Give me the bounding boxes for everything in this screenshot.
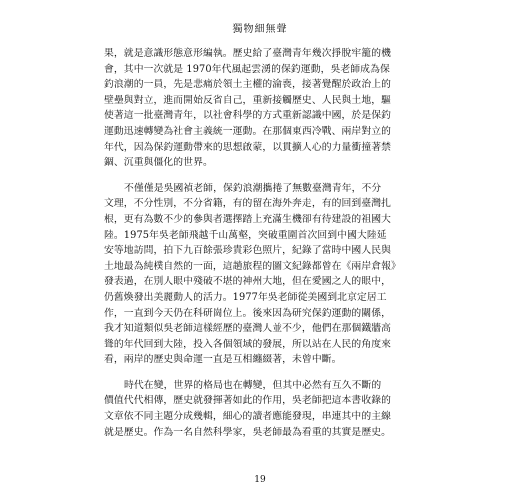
text-line: 不僅僅是吳國禎老師，保釣浪潮攜捲了無數臺灣青年，不分	[124, 182, 382, 194]
text-line: 陸。1975年吳老師飛越千山萬壑，突破重圍首次回到中國大陸延	[104, 229, 387, 241]
text-line: 運動迅速轉變為社會主義統一運動。在那個東西冷戰、兩岸對立的	[104, 125, 392, 137]
paragraph	[104, 181, 424, 368]
text-line: 安等地訪問，拍下九百餘張珍貴彩色照片，紀錄了當時中國人民與	[104, 245, 392, 257]
page-number: 19	[254, 475, 266, 485]
text-line: 看，兩岸的歷史與命運一直是互相纏綴著，未曾中斷。	[104, 354, 342, 366]
text-line: 聳的年代回到大陸，投入各個領域的發展，所以站在人民的角度來	[104, 338, 392, 350]
text-line: 時代在變，世界的格局也在轉變，但其中必然有互久不斷的	[124, 379, 382, 391]
text-line: 發表過，在別人眼中殘破不堪的神州大地，但在愛國之人的眼中，	[104, 276, 392, 288]
text-line: 價值代代相傳，歷史就發揮著如此的作用，吳老師把這本書收錄的	[104, 395, 392, 407]
text-line: 釣浪潮的一員，先是悲痛於領土主權的淪喪，接著覺醒於政治上的	[104, 79, 392, 91]
text-line: 就是歷史。作為一名自然科學家，吳老師最為看重的其實是歷史。	[104, 426, 392, 438]
text-line: 我才知道類似吳老師這樣經歷的臺灣人並不少，他們在那個鐵牆高	[104, 323, 392, 335]
text-line: 仍舊煥發出美麗動人的活力。1977年吳老師從美國到北京定居工	[104, 291, 387, 303]
running-header: 獨物細無聲	[232, 24, 288, 35]
paragraph	[104, 46, 424, 171]
text-line: 果，就是意識形態意形編執。歷史給了臺灣青年幾次掙脫牢籠的機	[104, 48, 392, 59]
text-line: 年代，因為保釣運動帶來的思想啟蒙，以貫擴人心的力量衝撞著禁	[104, 141, 392, 153]
paragraph	[104, 378, 424, 440]
text-line: 根，更有為數不少的參與者選擇踏上充滿生機卻有待建設的祖國大	[104, 213, 392, 225]
text-line: 文章依不同主題分成幾輯，細心的讀者應能發現，串連其中的主線	[104, 411, 392, 423]
body-text	[104, 46, 424, 440]
text-line: 使著這一批臺灣青年，以社會科學的方式重新認識中國，於是保釣	[104, 110, 392, 122]
text-line: 錮、沉重與僵化的世界。	[104, 157, 213, 169]
text-line: 壁壘與對立，進而開始反省自己，重新接觸歷史、人民與土地，驅	[104, 94, 392, 106]
text-line: 會，其中一次就是 1970年代風起雲湧的保釣運動，吳老師成為保	[104, 63, 390, 75]
text-line: 作，一直到今天仍在科研崗位上。後來因為研究保釣運動的關係，	[104, 307, 392, 319]
text-line: 土地最為純樸自然的一面，這趟旅程的圖文紀錄都曾在《兩岸倉報》	[104, 260, 401, 272]
text-line: 文理，不分性別，不分省籍，有的留在海外奔走，有的回到臺灣扎	[104, 198, 392, 210]
